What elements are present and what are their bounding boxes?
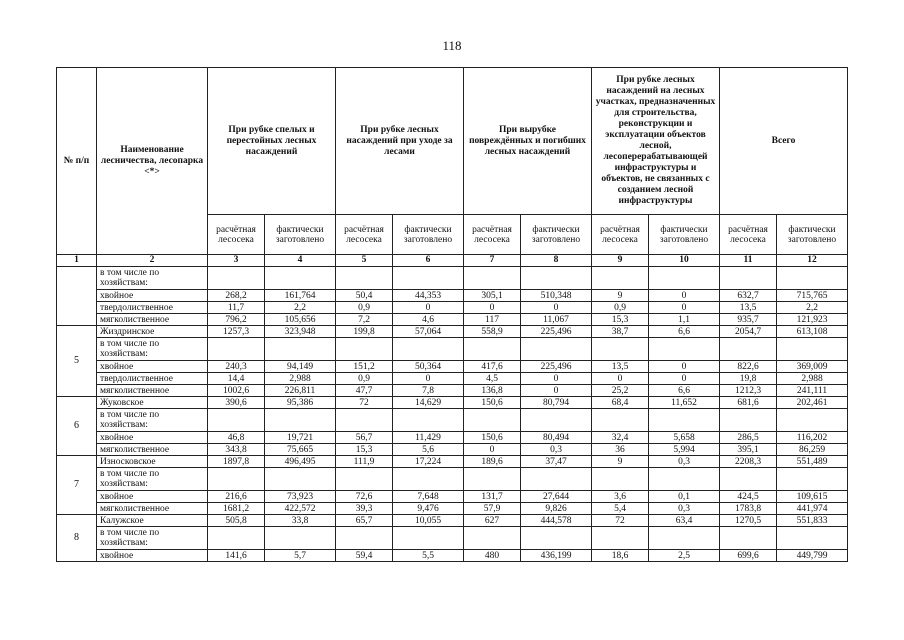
column-number: 1: [57, 255, 97, 267]
table-cell: 822,6: [720, 361, 777, 373]
row-index: 6: [57, 397, 97, 456]
table-cell: 47,7: [336, 385, 393, 397]
table-cell: 11,429: [393, 432, 464, 444]
table-cell: [592, 409, 649, 432]
column-number: 9: [592, 255, 649, 267]
table-cell: 2,5: [649, 550, 720, 562]
table-cell: 422,572: [265, 503, 336, 515]
table-cell: [208, 409, 265, 432]
header-no: № п/п: [57, 68, 97, 255]
header-group-damaged: При вырубке повреждённых и погибших лесных насаждений: [464, 68, 592, 215]
table-cell: 1270,5: [720, 515, 777, 527]
header-group-total: Всего: [720, 68, 848, 215]
row-index: 5: [57, 326, 97, 397]
table-row: [57, 385, 848, 397]
table-cell: 38,7: [592, 326, 649, 338]
header-sub-planned: расчётная лесосека: [208, 215, 265, 255]
row-name: хвойное: [97, 550, 208, 562]
table-cell: 268,2: [208, 290, 265, 302]
table-cell: 7,8: [393, 385, 464, 397]
table-cell: [265, 267, 336, 290]
table-cell: 2208,3: [720, 456, 777, 468]
table-row: [57, 290, 848, 302]
table-cell: 441,974: [777, 503, 848, 515]
table-cell: 5,994: [649, 444, 720, 456]
row-index: 7: [57, 456, 97, 515]
table-cell: 369,009: [777, 361, 848, 373]
table-cell: [592, 468, 649, 491]
table-cell: 5,5: [393, 550, 464, 562]
table-cell: 105,656: [265, 314, 336, 326]
row-name: хвойное: [97, 361, 208, 373]
table-cell: 9: [592, 290, 649, 302]
table-cell: [336, 409, 393, 432]
table-cell: 14,4: [208, 373, 265, 385]
table-cell: 15,3: [336, 444, 393, 456]
header-sub-actual: фактически заготовлено: [265, 215, 336, 255]
table-cell: 57,9: [464, 503, 521, 515]
table-cell: 0,3: [521, 444, 592, 456]
table-cell: 0: [393, 302, 464, 314]
table-cell: 0,9: [336, 373, 393, 385]
table-row: [57, 373, 848, 385]
table-cell: 1,1: [649, 314, 720, 326]
table-cell: 496,495: [265, 456, 336, 468]
header-group-care: При рубке лесных насаждений при уходе за лесами: [336, 68, 464, 215]
table-cell: 72: [592, 515, 649, 527]
table-cell: 2,2: [265, 302, 336, 314]
table-cell: 2,988: [777, 373, 848, 385]
row-name: в том числе по хозяйствам:: [97, 468, 208, 491]
table-cell: 141,6: [208, 550, 265, 562]
table-cell: 681,6: [720, 397, 777, 409]
table-cell: 36: [592, 444, 649, 456]
table-cell: 1212,3: [720, 385, 777, 397]
table-cell: [208, 468, 265, 491]
row-name: Износковское: [97, 456, 208, 468]
table-cell: 0: [649, 302, 720, 314]
table-cell: [521, 338, 592, 361]
table-cell: 199,8: [336, 326, 393, 338]
table-cell: 613,108: [777, 326, 848, 338]
column-number: 2: [97, 255, 208, 267]
table-cell: [649, 468, 720, 491]
row-name: твердолиственное: [97, 373, 208, 385]
table-cell: 225,496: [521, 326, 592, 338]
table-cell: 33,8: [265, 515, 336, 527]
table-row: [57, 432, 848, 444]
header-sub-actual: фактически заготовлено: [777, 215, 848, 255]
table-cell: [393, 267, 464, 290]
row-name: Калужское: [97, 515, 208, 527]
table-row: [57, 338, 848, 361]
table-cell: 19,721: [265, 432, 336, 444]
table-row: [57, 550, 848, 562]
table-cell: 7,648: [393, 491, 464, 503]
header-sub-actual: фактически заготовлено: [521, 215, 592, 255]
table-cell: 11,7: [208, 302, 265, 314]
table-cell: 13,5: [720, 302, 777, 314]
row-name: в том числе по хозяйствам:: [97, 267, 208, 290]
table-cell: 0: [649, 373, 720, 385]
table-cell: [720, 338, 777, 361]
table-cell: 109,615: [777, 491, 848, 503]
column-number: 5: [336, 255, 393, 267]
column-number: 6: [393, 255, 464, 267]
table-cell: 39,3: [336, 503, 393, 515]
table-cell: [649, 409, 720, 432]
table-cell: 6,6: [649, 385, 720, 397]
table-row: [57, 491, 848, 503]
page-number: 118: [442, 38, 462, 53]
table-cell: 0,3: [649, 503, 720, 515]
table-cell: 32,4: [592, 432, 649, 444]
table-cell: 480: [464, 550, 521, 562]
table-cell: 9,476: [393, 503, 464, 515]
table-cell: [336, 468, 393, 491]
header-sub-actual: фактически заготовлено: [649, 215, 720, 255]
table-cell: 15,3: [592, 314, 649, 326]
header-sub-planned: расчётная лесосека: [336, 215, 393, 255]
table-cell: 510,348: [521, 290, 592, 302]
table-cell: [649, 527, 720, 550]
table-cell: 27,644: [521, 491, 592, 503]
table-row: [57, 397, 848, 409]
table-row: [57, 409, 848, 432]
table-cell: [393, 338, 464, 361]
table-cell: 699,6: [720, 550, 777, 562]
table-cell: 136,8: [464, 385, 521, 397]
table-cell: 161,764: [265, 290, 336, 302]
row-name: твердолиственное: [97, 302, 208, 314]
table-cell: 131,7: [464, 491, 521, 503]
table-cell: [393, 468, 464, 491]
table-cell: [265, 468, 336, 491]
column-number: 11: [720, 255, 777, 267]
table-cell: 10,055: [393, 515, 464, 527]
table-cell: 65,7: [336, 515, 393, 527]
table-cell: 5,7: [265, 550, 336, 562]
table-cell: 3,6: [592, 491, 649, 503]
row-name: хвойное: [97, 290, 208, 302]
table-cell: 558,9: [464, 326, 521, 338]
header-sub-actual: фактически заготовлено: [393, 215, 464, 255]
table-cell: [208, 527, 265, 550]
row-name: в том числе по хозяйствам:: [97, 527, 208, 550]
table-row: [57, 527, 848, 550]
table-cell: 25,2: [592, 385, 649, 397]
table-cell: 0,3: [649, 456, 720, 468]
table-cell: 0,9: [592, 302, 649, 314]
table-cell: 72: [336, 397, 393, 409]
table-cell: 94,149: [265, 361, 336, 373]
table-cell: 19,8: [720, 373, 777, 385]
table-cell: 0: [592, 373, 649, 385]
table-cell: 305,1: [464, 290, 521, 302]
header-sub-planned: расчётная лесосека: [592, 215, 649, 255]
table-cell: 436,199: [521, 550, 592, 562]
table-cell: 72,6: [336, 491, 393, 503]
table-cell: 226,811: [265, 385, 336, 397]
table-cell: [592, 527, 649, 550]
table-cell: 4,5: [464, 373, 521, 385]
table-cell: 417,6: [464, 361, 521, 373]
header-name: Наименование лесничества, лесопарка <*>: [97, 68, 208, 255]
row-name: мягколиственное: [97, 503, 208, 515]
row-name: Жуковское: [97, 397, 208, 409]
table-cell: [265, 338, 336, 361]
table-row: [57, 302, 848, 314]
table-cell: 240,3: [208, 361, 265, 373]
table-cell: 796,2: [208, 314, 265, 326]
table-cell: 0: [464, 444, 521, 456]
table-cell: 80,494: [521, 432, 592, 444]
row-name: хвойное: [97, 432, 208, 444]
column-number: 3: [208, 255, 265, 267]
table-cell: 44,353: [393, 290, 464, 302]
table-cell: 551,489: [777, 456, 848, 468]
table-cell: 68,4: [592, 397, 649, 409]
table-cell: [649, 267, 720, 290]
table-cell: 6,6: [649, 326, 720, 338]
table-cell: [265, 527, 336, 550]
table-cell: [720, 468, 777, 491]
table-cell: 14,629: [393, 397, 464, 409]
table-cell: 0: [521, 302, 592, 314]
table-cell: 0: [393, 373, 464, 385]
table-cell: 0: [464, 302, 521, 314]
harvest-table: [56, 67, 848, 562]
table-cell: [521, 468, 592, 491]
table-cell: 5,6: [393, 444, 464, 456]
row-name: в том числе по хозяйствам:: [97, 338, 208, 361]
table-cell: 715,765: [777, 290, 848, 302]
table-cell: [777, 468, 848, 491]
table-cell: 424,5: [720, 491, 777, 503]
table-cell: 2,988: [265, 373, 336, 385]
table-cell: 7,2: [336, 314, 393, 326]
table-cell: 95,386: [265, 397, 336, 409]
table-cell: 627: [464, 515, 521, 527]
table-cell: [777, 527, 848, 550]
table-cell: [777, 267, 848, 290]
table-cell: 50,364: [393, 361, 464, 373]
row-name: Жиздринское: [97, 326, 208, 338]
table-cell: 935,7: [720, 314, 777, 326]
table-cell: 37,47: [521, 456, 592, 468]
table-cell: 150,6: [464, 397, 521, 409]
table-cell: 505,8: [208, 515, 265, 527]
column-number: 12: [777, 255, 848, 267]
table-cell: [464, 527, 521, 550]
table-cell: [336, 338, 393, 361]
table-cell: [592, 267, 649, 290]
column-number: 10: [649, 255, 720, 267]
table-cell: 5,658: [649, 432, 720, 444]
table-cell: [464, 338, 521, 361]
table-cell: 286,5: [720, 432, 777, 444]
table-cell: [649, 338, 720, 361]
table-cell: [265, 409, 336, 432]
table-cell: [521, 527, 592, 550]
table-cell: [777, 409, 848, 432]
table-row: [57, 503, 848, 515]
table-cell: 0: [649, 290, 720, 302]
table-cell: 111,9: [336, 456, 393, 468]
table-cell: 202,461: [777, 397, 848, 409]
table-cell: [720, 267, 777, 290]
table-cell: 632,7: [720, 290, 777, 302]
table-cell: 116,202: [777, 432, 848, 444]
table-cell: 117: [464, 314, 521, 326]
table-cell: 449,799: [777, 550, 848, 562]
table-cell: 216,6: [208, 491, 265, 503]
table-cell: [592, 338, 649, 361]
header-sub-planned: расчётная лесосека: [720, 215, 777, 255]
row-name: хвойное: [97, 491, 208, 503]
column-number: 4: [265, 255, 336, 267]
table-cell: [720, 527, 777, 550]
table-cell: 225,496: [521, 361, 592, 373]
table-cell: [521, 267, 592, 290]
table-cell: 56,7: [336, 432, 393, 444]
table-cell: 11,067: [521, 314, 592, 326]
table-cell: 395,1: [720, 444, 777, 456]
table-cell: 75,665: [265, 444, 336, 456]
table-cell: 1002,6: [208, 385, 265, 397]
table-cell: 18,6: [592, 550, 649, 562]
table-cell: 1897,8: [208, 456, 265, 468]
table-cell: 2054,7: [720, 326, 777, 338]
table-row: [57, 444, 848, 456]
table-cell: 17,224: [393, 456, 464, 468]
table-cell: 444,578: [521, 515, 592, 527]
table-cell: [777, 338, 848, 361]
table-cell: 80,794: [521, 397, 592, 409]
table-cell: 150,6: [464, 432, 521, 444]
table-row: [57, 326, 848, 338]
table-cell: 1783,8: [720, 503, 777, 515]
table-row: [57, 267, 848, 290]
table-cell: 343,8: [208, 444, 265, 456]
table-cell: 11,652: [649, 397, 720, 409]
table-cell: [393, 409, 464, 432]
table-cell: 5,4: [592, 503, 649, 515]
row-index: [57, 267, 97, 326]
row-name: мягколиственное: [97, 385, 208, 397]
table-cell: 121,923: [777, 314, 848, 326]
table-cell: 551,833: [777, 515, 848, 527]
table-cell: 63,4: [649, 515, 720, 527]
table-cell: 73,923: [265, 491, 336, 503]
table-cell: 46,8: [208, 432, 265, 444]
table-cell: 2,2: [777, 302, 848, 314]
table-cell: 1257,3: [208, 326, 265, 338]
column-number: 7: [464, 255, 521, 267]
table-cell: 151,2: [336, 361, 393, 373]
table-cell: [464, 409, 521, 432]
table-cell: [393, 527, 464, 550]
table-cell: [208, 267, 265, 290]
table-cell: 86,259: [777, 444, 848, 456]
table-cell: 13,5: [592, 361, 649, 373]
table-cell: [464, 267, 521, 290]
table-cell: [720, 409, 777, 432]
table-cell: 50,4: [336, 290, 393, 302]
table-cell: 4,6: [393, 314, 464, 326]
table-row: [57, 468, 848, 491]
table-cell: 0,1: [649, 491, 720, 503]
table-cell: 57,064: [393, 326, 464, 338]
table-cell: 59,4: [336, 550, 393, 562]
table-cell: [336, 527, 393, 550]
table-cell: [208, 338, 265, 361]
table-row: [57, 361, 848, 373]
column-number: 8: [521, 255, 592, 267]
table-row: [57, 314, 848, 326]
row-name: мягколиственное: [97, 314, 208, 326]
table-cell: 0: [521, 373, 592, 385]
table-row: [57, 515, 848, 527]
header-group-mature: При рубке спелых и перестойных лесных насаждений: [208, 68, 336, 215]
table-cell: 0: [521, 385, 592, 397]
table-cell: 323,948: [265, 326, 336, 338]
table-cell: 0: [649, 361, 720, 373]
table-cell: 241,111: [777, 385, 848, 397]
table-cell: 189,6: [464, 456, 521, 468]
row-index: 8: [57, 515, 97, 562]
table-cell: [464, 468, 521, 491]
header-group-construction: При рубке лесных насаждений на лесных участках, предназначенных для строительства, реконструкции и эксплуатации объектов лесной, лесоперерабатывающей инфраструктуры и объектов, не связанных с созданием лесной инфраструктуры: [592, 68, 720, 215]
table-cell: 390,6: [208, 397, 265, 409]
table-cell: 0,9: [336, 302, 393, 314]
table-cell: 1681,2: [208, 503, 265, 515]
row-name: в том числе по хозяйствам:: [97, 409, 208, 432]
table-cell: [521, 409, 592, 432]
table-row: [57, 456, 848, 468]
row-name: мягколиственное: [97, 444, 208, 456]
header-sub-planned: расчётная лесосека: [464, 215, 521, 255]
table-cell: 9,826: [521, 503, 592, 515]
table-cell: [336, 267, 393, 290]
table-cell: 9: [592, 456, 649, 468]
